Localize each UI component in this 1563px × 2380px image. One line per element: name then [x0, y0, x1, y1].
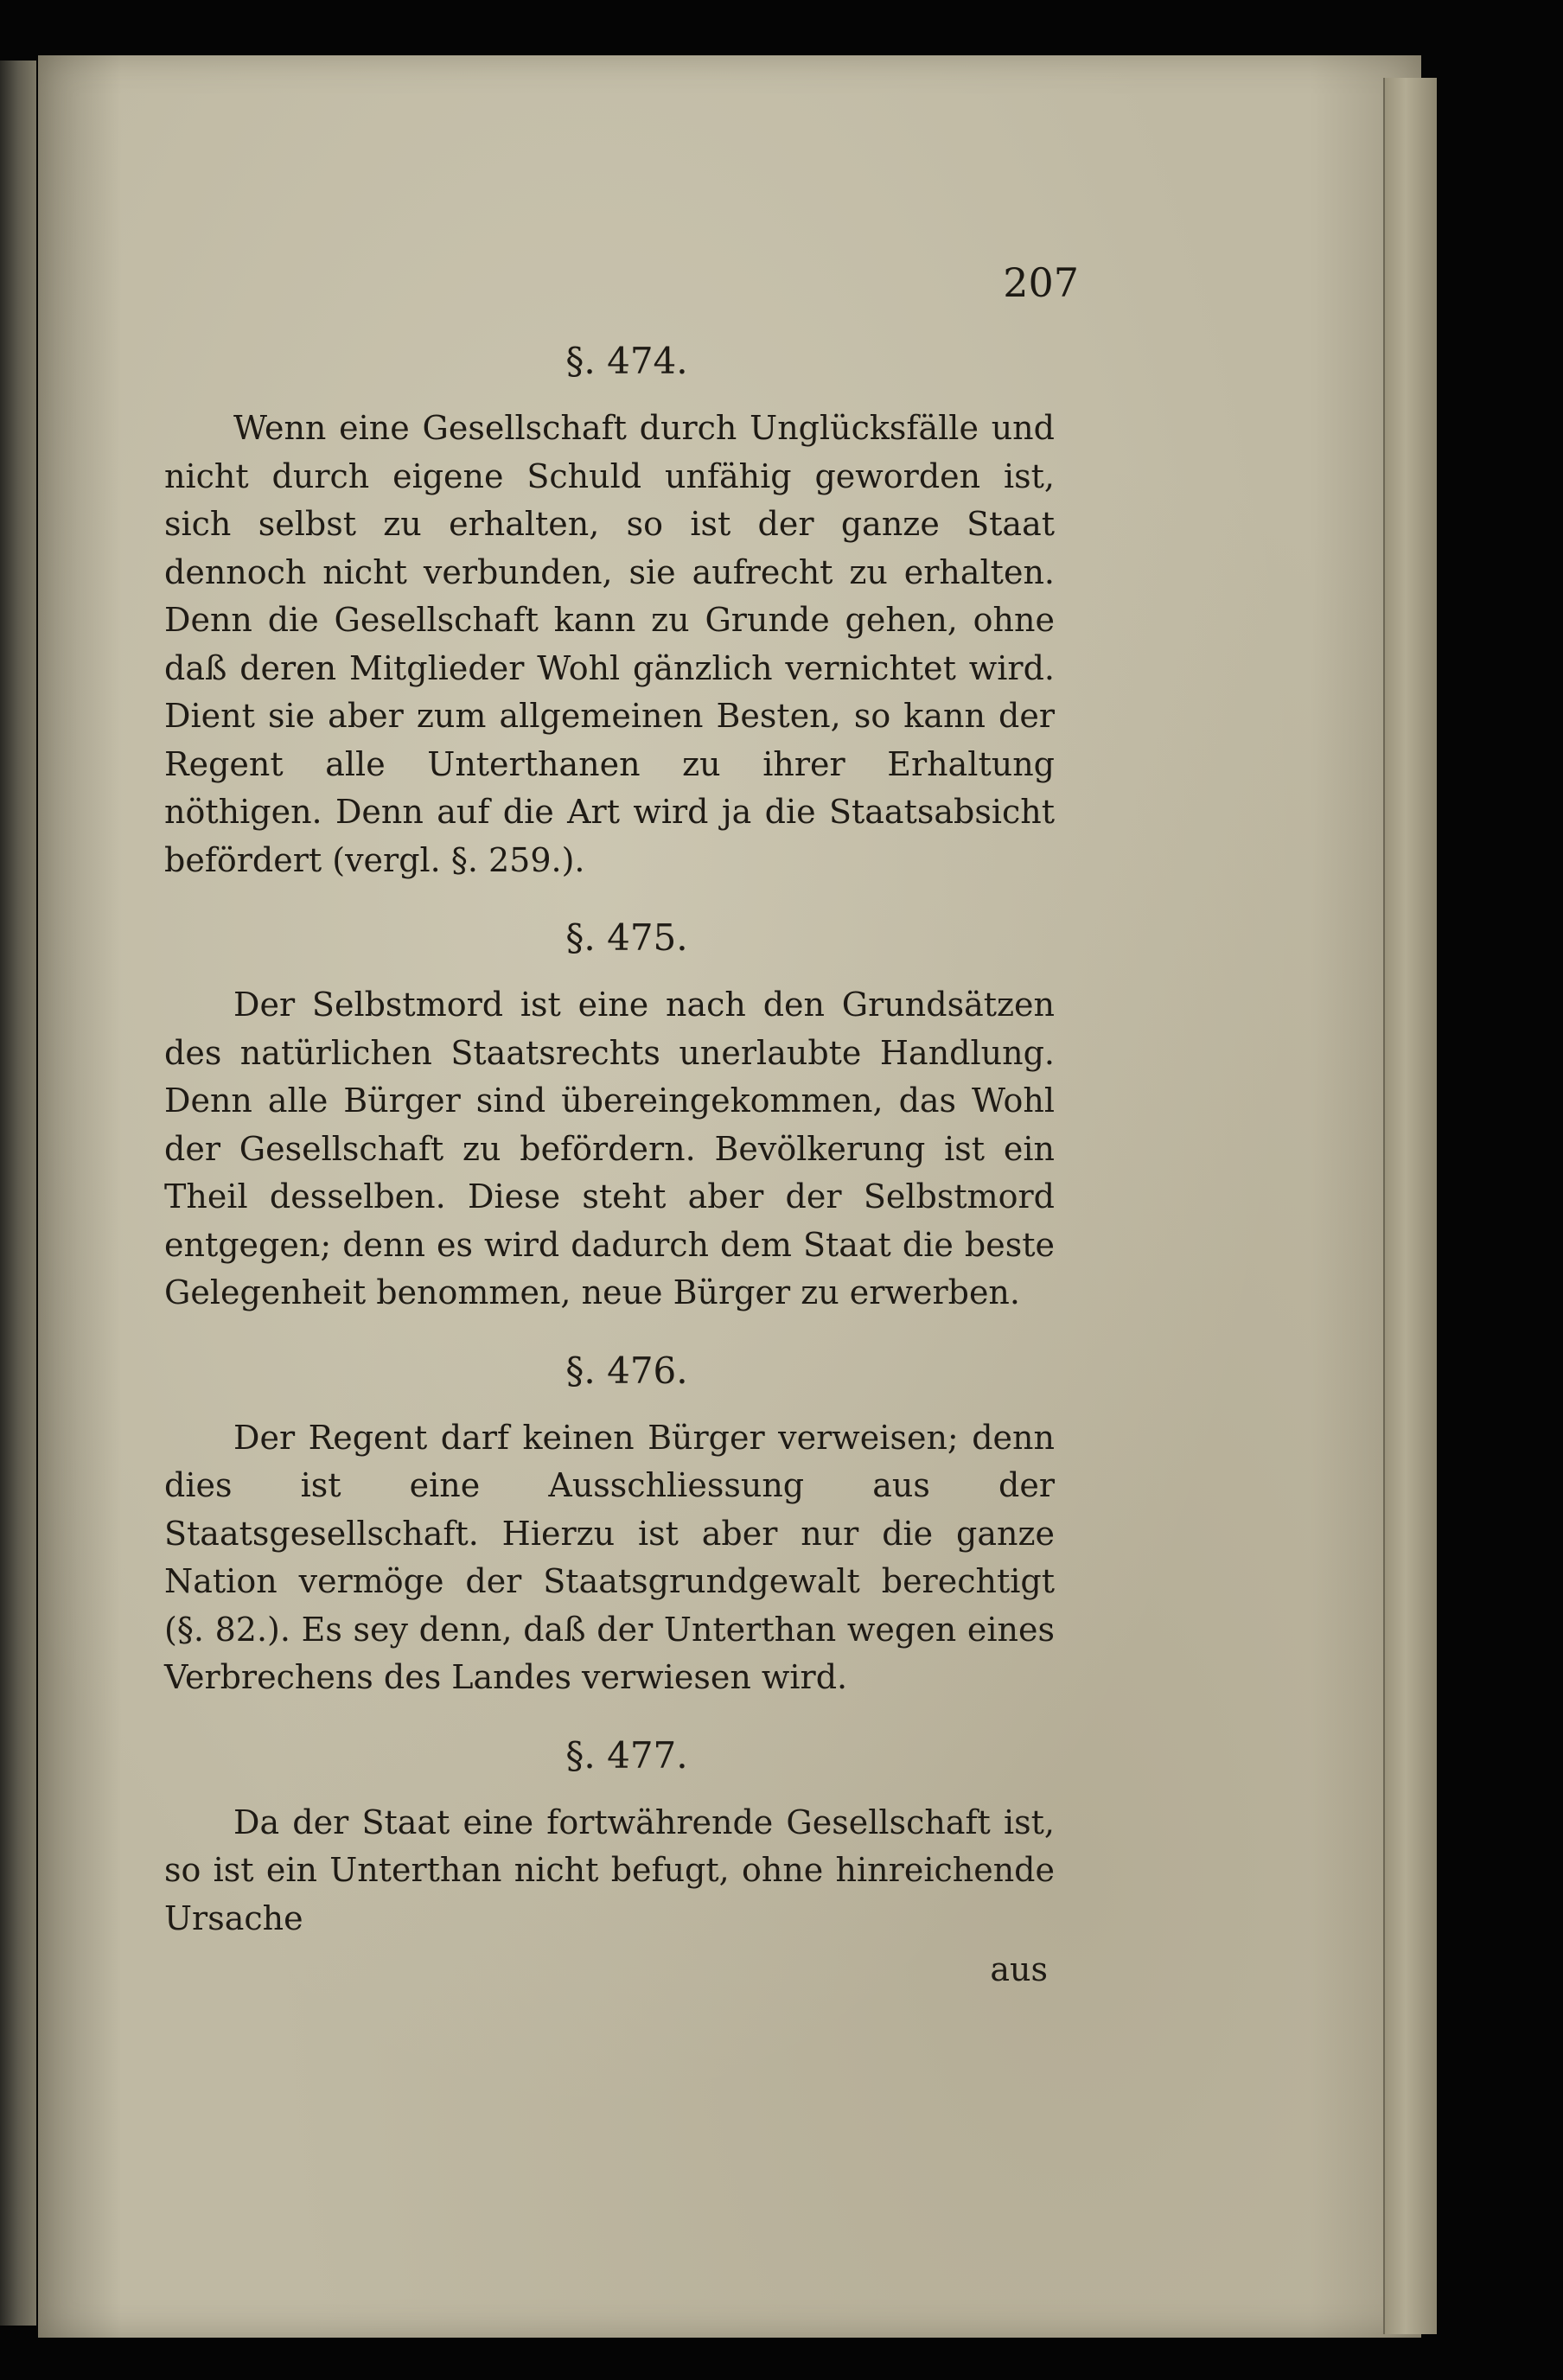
- section-text-477: Da der Staat eine fortwährende Gesellschaft ist, so ist ein Unterthan nicht befugt, ohne hinreichende Ursache: [164, 1803, 1055, 1937]
- section-text-475: Der Selbstmord ist eine nach den Grundsätzen des natürlichen Staatsrechts unerlaubte Handlung. Denn alle Bürger sind übereingekommen, das Wohl der Gesellschaft zu befördern. Bevölkerung ist ein Theil desselben. Diese steht aber der Selbstmord entgegen; denn es wird dadurch dem Staat die beste Gelegenheit benommen, neue Bürger zu erwerben.: [164, 986, 1055, 1311]
- previous-page-edge: [0, 61, 36, 2326]
- section-text-474: Wenn eine Gesellschaft durch Unglücksfälle und nicht durch eigene Schuld unfähig geworden ist, sich selbst zu erhalten, so ist der ganze Staat dennoch nicht verbunden, sie aufrecht zu erhalten. Denn die Gesellschaft kann zu Grunde gehen, ohne daß deren Mitglieder Wohl gänzlich vernichtet wird. Dient sie aber zum allgemeinen Besten, so kann der Regent alle Unterthanen zu ihrer Erhaltung nöthigen. Denn auf die Art wird ja die Staatsabsicht befördert (vergl. §. 259.).: [164, 409, 1055, 879]
- section-heading-477: §. 477.: [565, 1733, 688, 1777]
- section-heading-476: §. 476.: [565, 1349, 688, 1392]
- page-body: [164, 337, 1055, 1994]
- section-text-476: Der Regent darf keinen Bürger verweisen; denn dies ist eine Ausschliessung aus der Staatsgesellschaft. Hierzu ist aber nur die ganze Nation vermöge der Staatsgrundgewalt berechtigt (§. 82.). Es sey denn, daß der Unterthan wegen eines Verbrechens des Landes verwiesen wird.: [164, 1418, 1055, 1696]
- page-number: 207: [1003, 259, 1079, 306]
- page-stack-edge: [1383, 78, 1437, 2334]
- section-heading-475: §. 475.: [565, 916, 688, 959]
- catchword: aus: [990, 1950, 1048, 1988]
- section-heading-474: §. 474.: [565, 340, 688, 382]
